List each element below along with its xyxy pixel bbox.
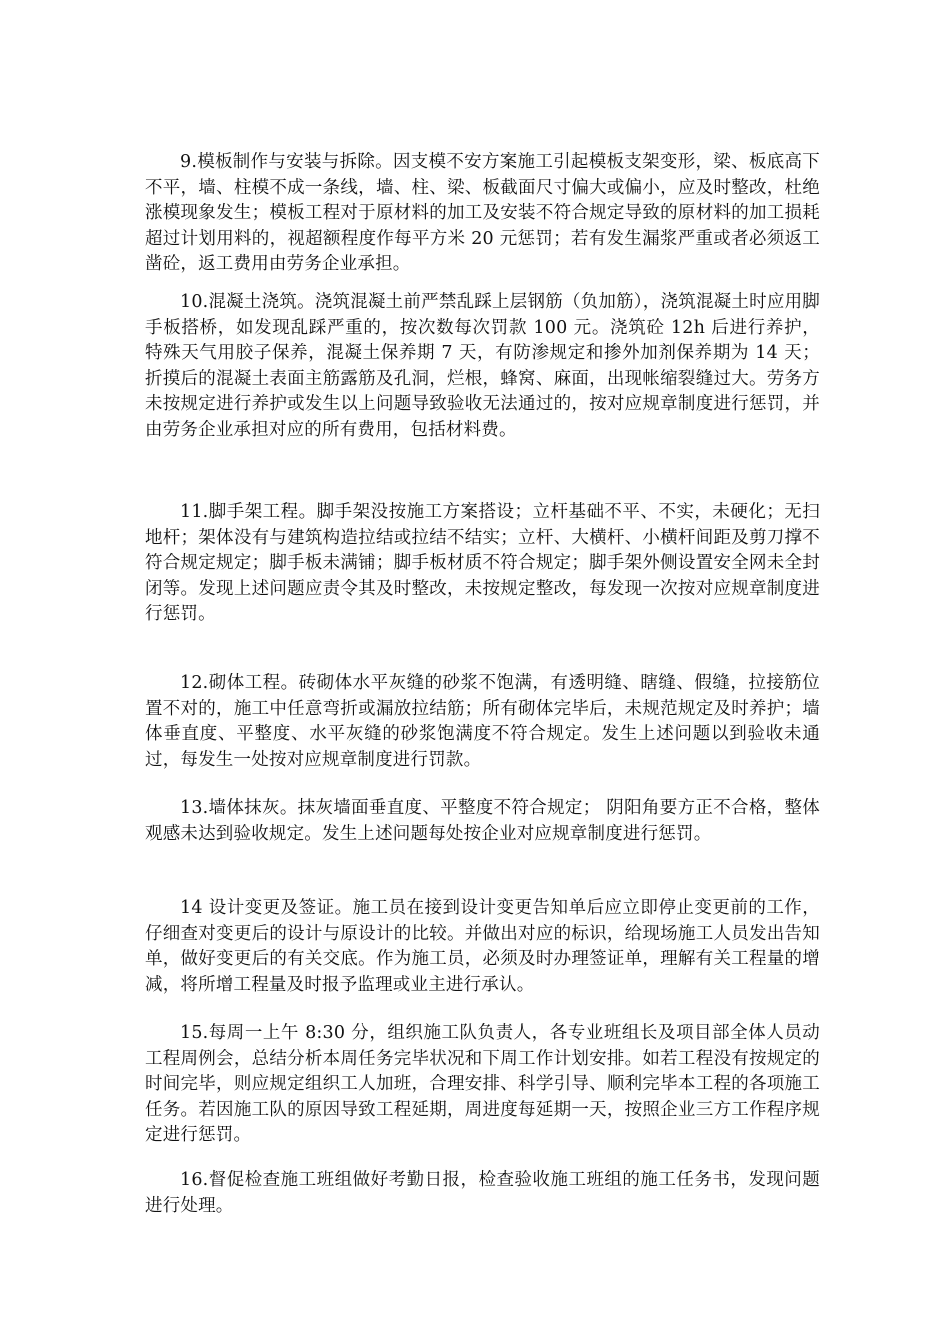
paragraph-11-scaffolding: 11.脚手架工程。脚手架没按施工方案搭设；立杆基础不平、不实，未硬化；无扫地杆；架体没有与建筑构造拉结或拉结不结实；立杆、大横杆、小横杆间距及剪刀撑不符合规定规定；脚手板未满铺；脚手板材质不符合规定；脚手架外侧设置安全网未全封闭等。发现上述问题应责令其及时整改，未按规定整改，每发现一次按对应规章制度进行惩罚。 [145, 502, 820, 625]
paragraph-13-wall-plastering: 13.墙体抹灰。抹灰墙面垂直度、平整度不符合规定； 阴阳角要方正不合格，整体观感未达到验收规定。发生上述问题每处按企业对应规章制度进行惩罚。 [145, 798, 820, 844]
paragraph-10-concrete-pouring: 10.混凝土浇筑。浇筑混凝土前严禁乱踩上层钢筋（负加筋），浇筑混凝土时应用脚手板搭桥，如发现乱踩严重的，按次数每次罚款 100 元。浇筑砼 12h 后进行养护，特殊天气用胶子保养，混凝土保养期 7 天，有防渗规定和掺外加剂保养期为 14 天；折摸后的混凝土表面主筋露筋及孔洞，烂根，蜂窝、麻面，出现帐缩裂缝过大。劳务方未按规定进行养护或发生以上问题导致验收无法通过的，按对应规章制度进行惩罚，并由劳务企业承担对应的所有费用，包括材料费。 [145, 292, 820, 440]
paragraph-15-weekly-meeting: 15.每周一上午 8:30 分，组织施工队负责人，各专业班组长及项目部全体人员动工程周例会，总结分析本周任务完毕状况和下周工作计划安排。如若工程没有按规定的时间完毕，则应规定组织工人加班，合理安排、科学引导、顺利完毕本工程的各项施工任务。若因施工队的原因导致工程延期，周进度每延期一天，按照企业三方工作程序规定进行惩罚。 [145, 1023, 820, 1146]
paragraph-9-formwork: 9.模板制作与安装与拆除。因支模不安方案施工引起模板支架变形，梁、板底高下不平，墙、柱模不成一条线，墙、柱、梁、板截面尺寸偏大或偏小，应及时整改，杜绝涨模现象发生；模板工程对于原材料的加工及安装不符合规定导致的原材料的加工损耗超过计划用料的，视超额程度作每平方米 20 元惩罚；若有发生漏浆严重或者必须返工凿砼，返工费用由劳务企业承担。 [145, 152, 820, 275]
paragraph-14-design-change: 14 设计变更及签证。施工员在接到设计变更告知单后应立即停止变更前的工作，仔细查对变更后的设计与原设计的比较。并做出对应的标识，给现场施工人员发出告知单，做好变更后的有关交底。作为施工员，必须及时办理签证单，理解有关工程量的增减，将所增工程量及时报予监理或业主进行承认。 [145, 898, 820, 995]
paragraph-12-masonry: 12.砌体工程。砖砌体水平灰缝的砂浆不饱满，有透明缝、瞎缝、假缝，拉接筋位置不对的，施工中任意弯折或漏放拉结筋；所有砌体完毕后，未规范规定及时养护；墙体垂直度、平整度、水平灰缝的砂浆饱满度不符合规定。发生上述问题以到验收未通过，每发生一处按对应规章制度进行罚款。 [145, 673, 820, 770]
paragraph-16-attendance-check: 16.督促检查施工班组做好考勤日报，检查验收施工班组的施工任务书，发现问题进行处理。 [145, 1170, 820, 1216]
